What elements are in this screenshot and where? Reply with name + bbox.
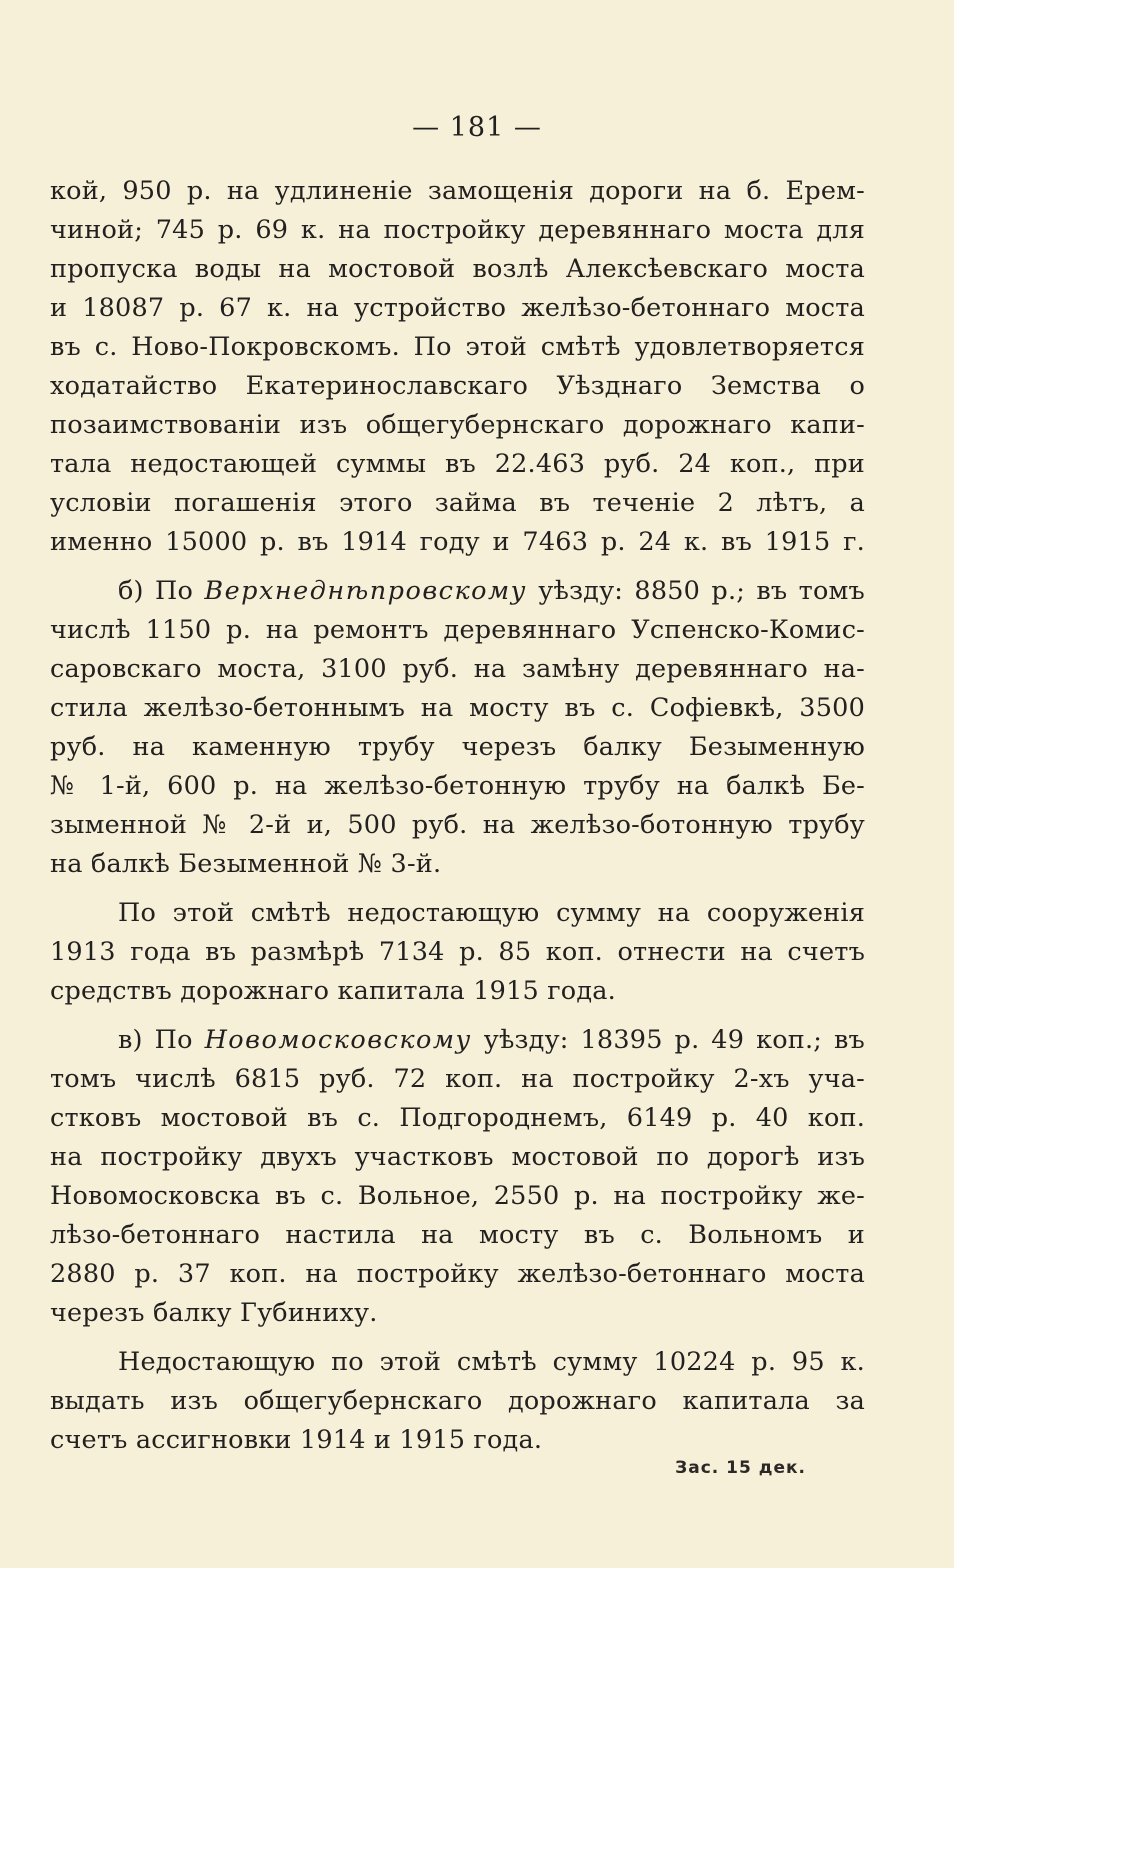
paragraph-novomoskovsky bbox=[50, 1021, 865, 1333]
text-line: По этой смѣтѣ недостающую сумму на сооруженія bbox=[118, 898, 865, 928]
text-line: лѣзо-бетоннаго настила на мосту въ с. Вольномъ и bbox=[50, 1220, 865, 1250]
text-line bbox=[50, 1021, 865, 1060]
text-line: Новомосковска въ с. Вольное, 2550 р. на постройку же- bbox=[50, 1181, 865, 1211]
text-line: именно 15000 р. въ 1914 году и 7463 р. 24 к. въ 1915 г. bbox=[50, 527, 865, 557]
text-line: на постройку двухъ участковъ мостовой по дорогѣ изъ bbox=[50, 1142, 865, 1172]
text-line bbox=[50, 572, 865, 611]
text-line: на балкѣ Безыменной № 3-й. bbox=[50, 849, 442, 879]
text-line: пропуска воды на мостовой возлѣ Алексѣевскаго моста bbox=[50, 254, 865, 284]
text-line: средствъ дорожнаго капитала 1915 года. bbox=[50, 976, 616, 1006]
text-line: ходатайство Екатеринославскаго Уѣзднаго Земства о bbox=[50, 371, 865, 401]
text-line: кой, 950 р. на удлиненіе замощенія дороги на б. Ерем- bbox=[50, 176, 865, 206]
text-line: тала недостающей суммы въ 22.463 руб. 24 коп., при bbox=[50, 449, 865, 479]
text-line: стковъ мостовой въ с. Подгороднемъ, 6149 р. 40 коп. bbox=[50, 1103, 865, 1133]
text-line: руб. на каменную трубу черезъ балку Безыменную bbox=[50, 732, 865, 762]
text-line-rest: уѣзду: 8850 р.; въ томъ bbox=[526, 576, 865, 606]
text-line-rest: уѣзду: 18395 р. 49 коп.; въ bbox=[471, 1025, 865, 1055]
page-number: — 181 — bbox=[412, 112, 542, 143]
text-line: черезъ балку Губиниху. bbox=[50, 1298, 378, 1328]
text-line: условіи погашенія этого займа въ теченіе 2 лѣтъ, а bbox=[50, 488, 865, 518]
text-line: позаимствованіи изъ общегубернскаго дорожнаго капи- bbox=[50, 410, 865, 440]
text-line: въ с. Ново-Покровскомъ. По этой смѣтѣ удовлетворяется bbox=[50, 332, 865, 362]
text-line: зыменной № 2-й и, 500 руб. на желѣзо-ботонную трубу bbox=[50, 810, 865, 840]
item-prefix: б) По bbox=[118, 576, 205, 606]
text-line: 2880 р. 37 коп. на постройку желѣзо-бетоннаго моста bbox=[50, 1259, 865, 1289]
text-line: саровскаго моста, 3100 руб. на замѣну деревяннаго на- bbox=[50, 654, 865, 684]
item-prefix: в) По bbox=[118, 1025, 205, 1055]
paragraph-shortfall-10224 bbox=[50, 1343, 865, 1460]
text-line: 1913 года въ размѣрѣ 7134 р. 85 коп. отнести на счетъ bbox=[50, 937, 865, 967]
paragraph-shortfall-1913 bbox=[50, 894, 865, 1011]
footer-note: Зас. 15 дек. bbox=[675, 1458, 806, 1478]
text-line: № 1-й, 600 р. на желѣзо-бетонную трубу на балкѣ Бе- bbox=[50, 771, 865, 801]
text-line: и 18087 р. 67 к. на устройство желѣзо-бетоннаго моста bbox=[50, 293, 865, 323]
text-line: счетъ ассигновки 1914 и 1915 года. bbox=[50, 1425, 543, 1455]
text-line: стила желѣзо-бетоннымъ на мосту въ с. Софіевкѣ, 3500 bbox=[50, 693, 865, 723]
text-line: томъ числѣ 6815 руб. 72 коп. на постройку 2-хъ уча- bbox=[50, 1064, 865, 1094]
body-text bbox=[50, 172, 865, 1470]
text-line: чиной; 745 р. 69 к. на постройку деревяннаго моста для bbox=[50, 215, 865, 245]
text-line: Недостающую по этой смѣтѣ сумму 10224 р. 95 к. bbox=[118, 1347, 865, 1377]
district-name: Верхнеднѣпровскому bbox=[204, 576, 527, 606]
paragraph-ekaterinoslav-continuation bbox=[50, 172, 865, 562]
text-line: выдать изъ общегубернскаго дорожнаго капитала за bbox=[50, 1386, 865, 1416]
text-line: числѣ 1150 р. на ремонтъ деревяннаго Успенско-Комис- bbox=[50, 615, 865, 645]
district-name: Новомосковскому bbox=[204, 1025, 472, 1055]
paragraph-verkhnedneprovsky bbox=[50, 572, 865, 884]
